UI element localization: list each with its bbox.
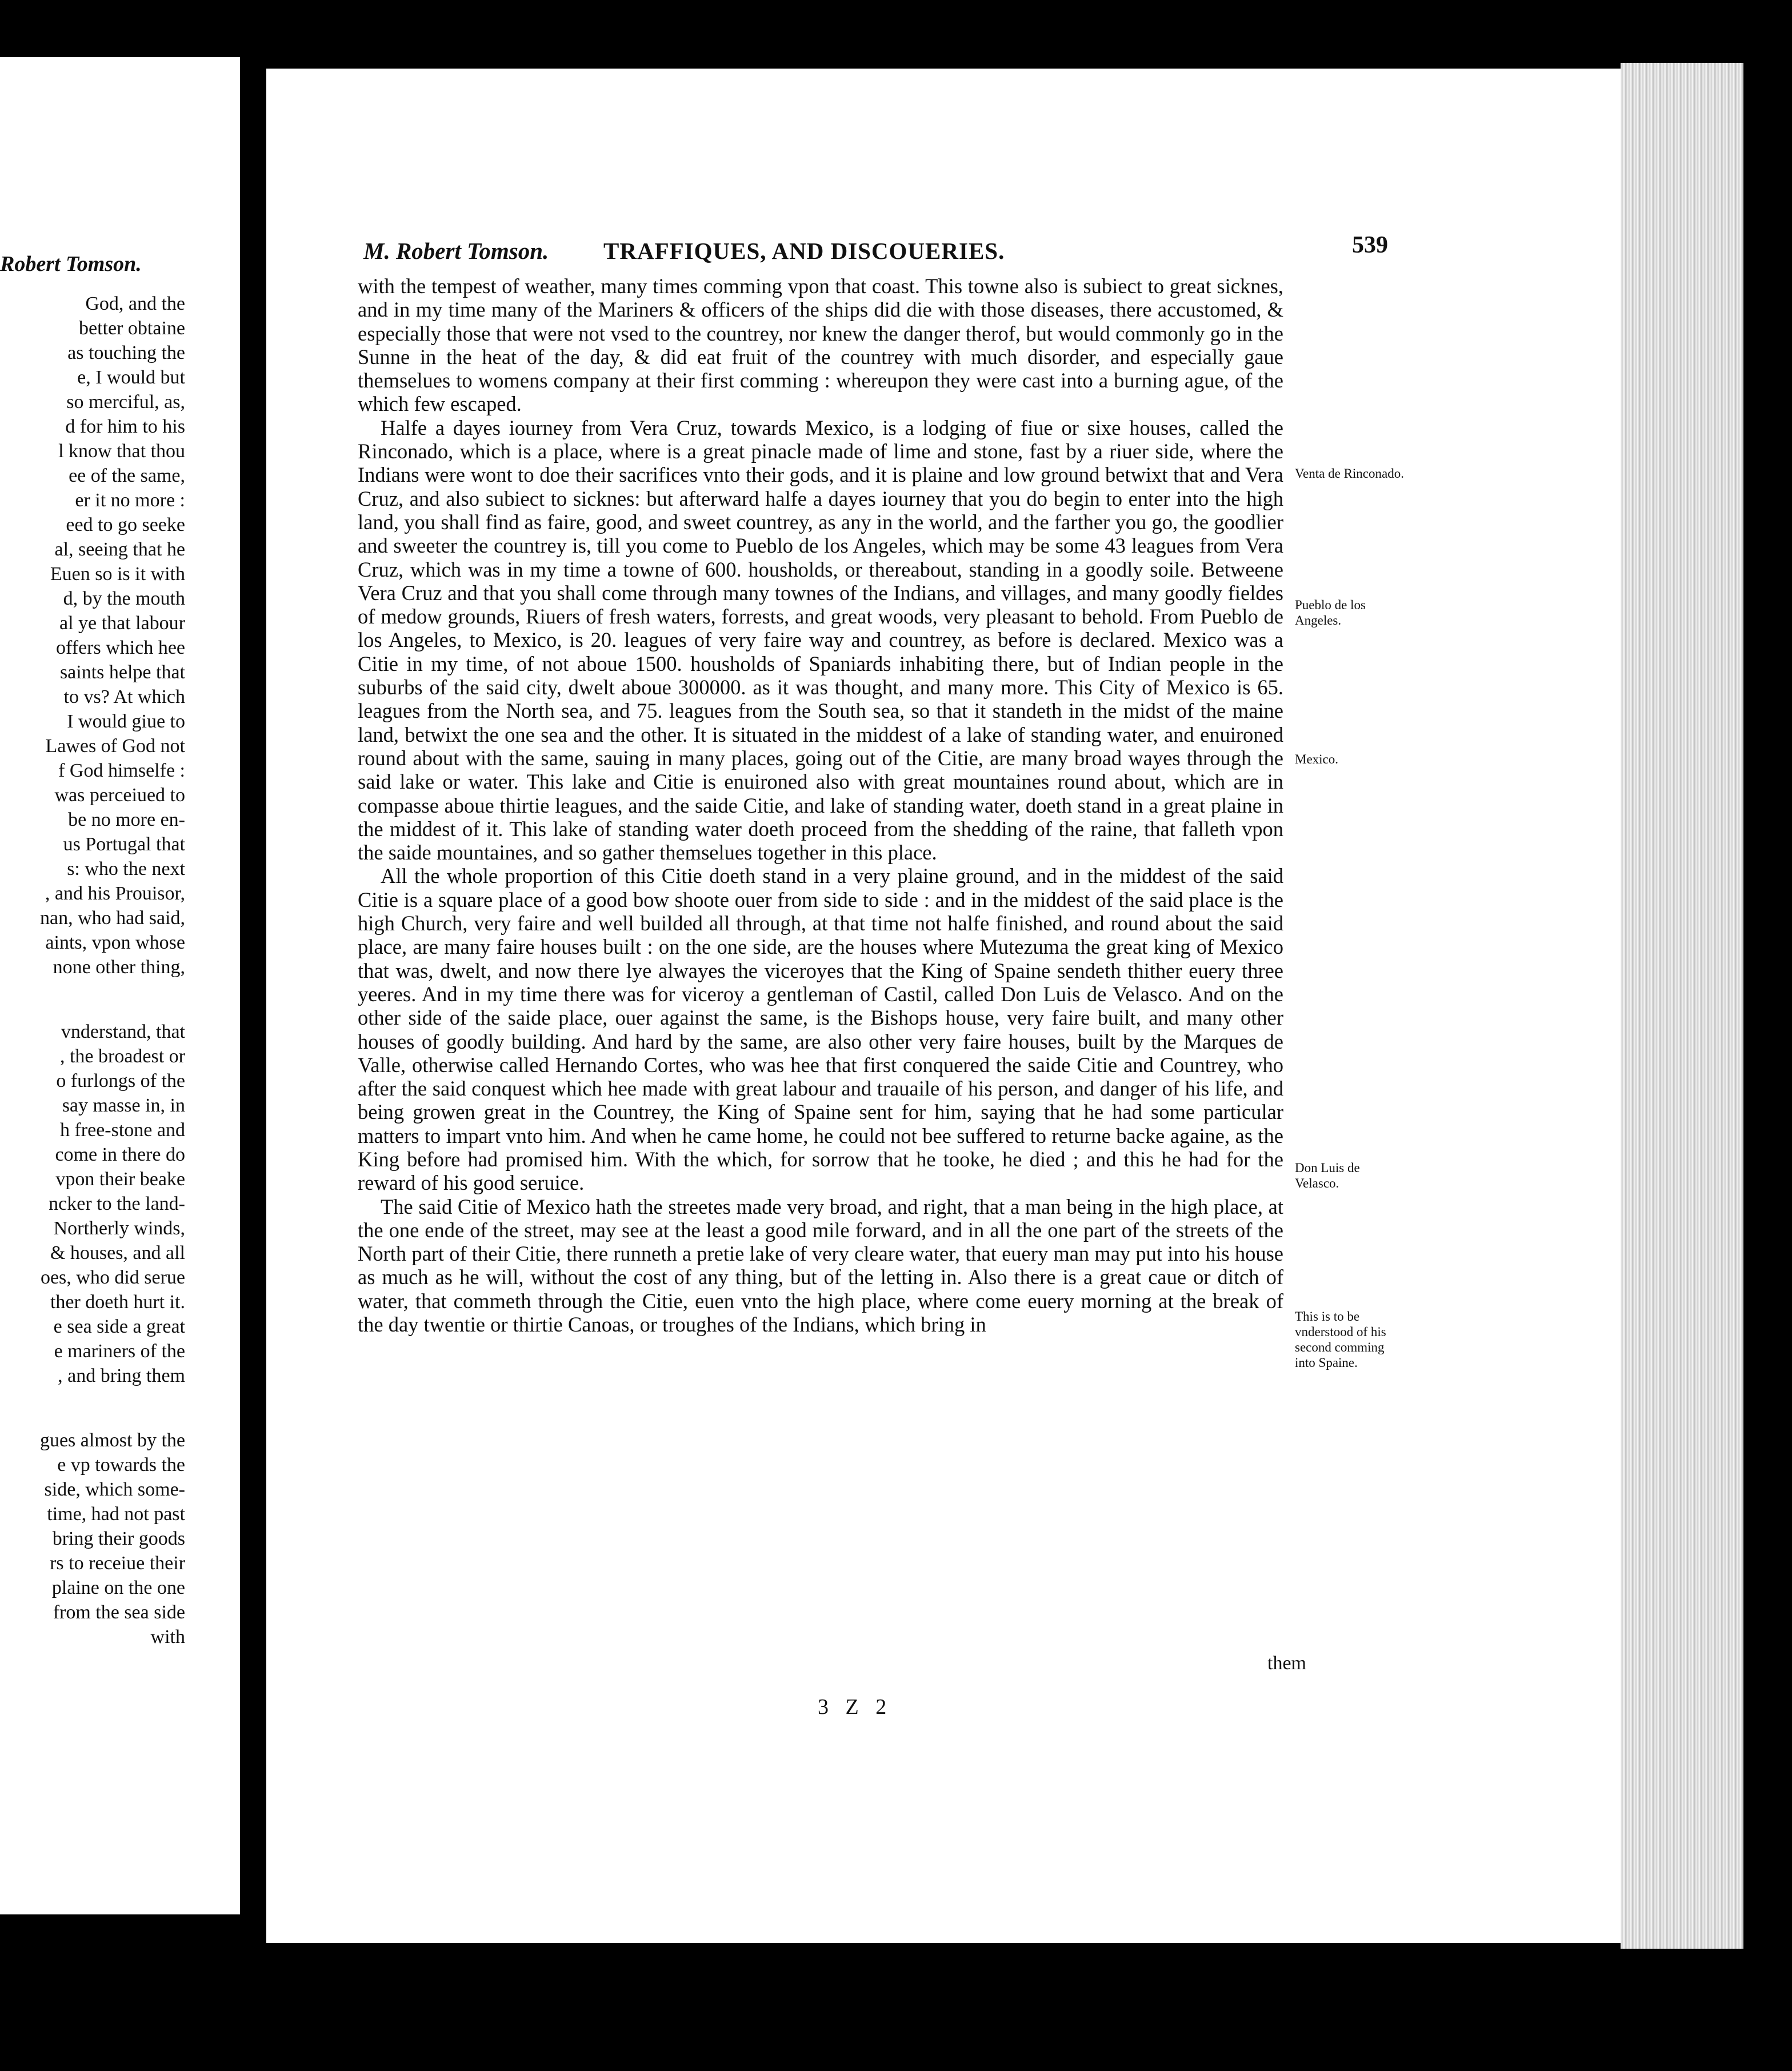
facing-line: I would giue to: [67, 711, 185, 732]
facing-line: Lawes of God not: [45, 735, 185, 757]
facing-line: was perceiued to: [54, 785, 185, 806]
sidenote-venta-de-rinconado: Venta de Rinconado.: [1295, 466, 1404, 481]
sidenote-mexico: Mexico.: [1295, 752, 1339, 766]
facing-page-text: [40, 291, 185, 1649]
facing-line: ther doeth hurt it.: [50, 1292, 185, 1313]
facing-line: e vp towards the: [57, 1454, 185, 1476]
facing-line: nan, who had said,: [39, 907, 185, 929]
facing-line: e sea side a great: [53, 1316, 185, 1337]
sidenote-pueblo-de-los-angeles: Pueblo de los Angeles.: [1295, 598, 1366, 627]
facing-line: as touching the: [67, 342, 185, 363]
paragraph: with the tempest of weather, many times comming vpon that coast. This towne also is subiect to great sicknes, and in my time many of the Mariners & officers of the ships did die with those diseases, there accustomed, & especially those that were not vsed to the countrey, nor knew the danger therof, but would commonly go in the Sunne in the heat of the day, & did eat fruit of the countrey with much disorder, and especially gaue themselues to womens company at their first comming : whereupon they were cast into a burning ague, of the which few escaped.: [358, 274, 1283, 416]
facing-line: none other thing,: [53, 957, 185, 978]
facing-line: & houses, and all: [50, 1242, 185, 1264]
facing-line: better obtaine: [79, 318, 185, 339]
facing-line: h free-stone and: [59, 1120, 185, 1141]
signature-mark: 3 Z 2: [818, 1695, 893, 1719]
facing-line: say masse in, in: [62, 1095, 185, 1116]
facing-line: e mariners of the: [54, 1341, 185, 1362]
running-head-author: M. Robert Tomson.: [363, 238, 549, 264]
facing-line: time, had not past: [47, 1504, 185, 1525]
facing-line: al, seeing that he: [54, 539, 185, 560]
facing-line: from the sea side: [53, 1602, 185, 1623]
facing-line: so merciful, as,: [66, 391, 185, 413]
facing-line: , and bring them: [58, 1365, 185, 1386]
facing-line: oes, who did serue: [40, 1267, 185, 1288]
catchword: them: [1267, 1653, 1306, 1674]
paragraph: Halfe a dayes iourney from Vera Cruz, towards Mexico, is a lodging of fiue or sixe houses, called the Rinconado, which is a place, where is a great pinacle made of lime and stone, fast by a riuer side, where the Indians were wont to doe their sacrifices vnto their gods, and it is plaine and low ground betwixt that and Vera Cruz, and also subiect to sicknes: but afterward halfe a dayes iourney that you do begin to enter into the high land, you shall find as faire, good, and sweet countrey, as any in the world, and the farther you go, the goodlier and sweeter the countrey is, till you come to Pueblo de los Angeles, which may be some 43 leagues from Vera Cruz, which was in my time a towne of 600. housholds, or thereabout, standing in a goodly soile. Betweene Vera Cruz and that you shall come through many townes of the Indians, and villages, and many goodly fieldes of medow grounds, Riuers of fresh waters, forrests, and great woods, very pleasant to behold. From Pueblo de los Angeles, to Mexico, is 20. leagues of very faire way and countrey, as before is declared. Mexico was a Citie in my time, of not aboue 1500. housholds of Spaniards inhabiting there, but of Indian people in the suburbs of the said city, dwelt aboue 300000. as it was thought, and many more. This City of Mexico is 65. leagues from the North sea, and 75. leagues from the South sea, so that it standeth in the midst of the maine land, betwixt the one sea and the other. It is situated in the middest of a lake of standing water, and enuironed round about with the same, sauing in many places, going out of the Citie, are many broad wayes through the said lake or water. This lake and Citie is enuironed also with great mountaines round about, which are in compasse aboue thirtie leagues, and the saide Citie, and lake of standing water, doeth stand in a great plaine in the middest of it. This lake of standing water doeth proceed from the shedding of the raine, that falleth vpon the saide mountaines, and so gather themselues together in this place.: [358, 415, 1283, 865]
facing-line: d, by the mouth: [63, 588, 185, 609]
facing-line: offers which hee: [56, 637, 185, 658]
facing-line: s: who the next: [67, 858, 185, 879]
facing-line: , the broadest or: [59, 1046, 185, 1067]
facing-line: side, which some-: [44, 1479, 185, 1500]
facing-line: with: [150, 1626, 185, 1648]
paragraph: All the whole proportion of this Citie doeth stand in a very plaine ground, and in the middest of the said Citie is a square place of a good bow shoote ouer from side to side : and in the middest of the said place is the high Church, very faire and well builded all through, at that time not halfe finished, and round about the said place, are many faire houses built : on the one side, are the houses where Mutezuma the great king of Mexico that was, dwelt, and now there lye alwayes the viceroyes that the King of Spaine sendeth thither euery three yeeres. And in my time there was for viceroy a gentleman of Castil, called Don Luis de Velasco. And on the other side of the saide place, ouer against the same, is the Bishops house, very faire built, and many other houses of goodly building. And hard by the same, are also other very faire houses, built by the Marques de Valle, otherwise called Hernando Cortes, who was hee that first conquered the saide Citie and Countrey, who after the said conquest which hee made with great labour and trauaile of his person, and danger of his life, and being growen great in the Countrey, the King of Spaine sent for him, saying that he had some particular matters to impart vnto him. And when he came home, he could not bee suffered to returne backe againe, as the King before had promised him. With the which, for sorrow that he tooke, he died ; and this he had for the reward of his good seruice.: [358, 864, 1283, 1195]
facing-line: plaine on the one: [51, 1577, 185, 1598]
facing-page-running-head: Robert Tomson.: [0, 252, 142, 276]
facing-line: er it no more :: [75, 490, 185, 511]
facing-line: rs to receiue their: [50, 1553, 185, 1574]
facing-line: God, and the: [85, 293, 185, 314]
facing-line: ncker to the land-: [49, 1193, 185, 1214]
facing-line: , and his Prouisor,: [45, 883, 185, 904]
facing-line: eed to go seeke: [66, 514, 185, 535]
facing-line: l know that thou: [58, 441, 185, 462]
running-head-title: TRAFFIQUES, AND DISCOUERIES.: [603, 238, 1005, 264]
facing-line: come in there do: [55, 1144, 185, 1165]
facing-line: e, I would but: [77, 367, 185, 388]
facing-line: to vs? At which: [63, 686, 185, 707]
facing-page: [0, 57, 240, 1914]
facing-line: us Portugal that: [63, 834, 185, 855]
facing-line: ee of the same,: [69, 465, 185, 486]
facing-line: aints, vpon whose: [45, 932, 185, 953]
facing-line: be no more en-: [68, 809, 185, 830]
facing-line: d for him to his: [65, 416, 185, 437]
facing-line: Northerly winds,: [53, 1218, 185, 1239]
facing-line: f God himselfe :: [58, 760, 185, 781]
facing-line: vnderstand, that: [61, 1021, 185, 1042]
facing-line: bring their goods: [52, 1528, 185, 1549]
sidenote-don-luis-de-velasco: Don Luis de Velasco.: [1295, 1161, 1360, 1190]
facing-line: Euen so is it with: [50, 563, 185, 585]
facing-line: al ye that labour: [59, 613, 185, 634]
facing-line: vpon their beake: [55, 1169, 185, 1190]
running-header: [266, 231, 1621, 271]
page-number: 539: [1352, 232, 1388, 258]
facing-line: o furlongs of the: [56, 1070, 185, 1092]
facing-line: gues almost by the: [39, 1430, 185, 1451]
book-page: [266, 69, 1621, 1943]
paragraph: The said Citie of Mexico hath the streetes made very broad, and right, that a man being in the high place, at the one ende of the street, may see at the least a good mile forward, and in all the one part of the streets of the North part of their Citie, there runneth a pretie lake of very cleare water, that euery man may put into his house as much as he will, without the cost of any thing, but of the letting in. Also there is a great caue or ditch of water, that commeth through the Citie, euen vnto the high place, where come euery morning at the break of the day twentie or thirtie Canoas, or troughes of the Indians, which bring in: [358, 1194, 1283, 1337]
page-edge: [1621, 63, 1743, 1949]
body-text: [358, 274, 1283, 1336]
sidenote-second-comming: This is to be vnderstood of his second comming into Spaine.: [1295, 1309, 1386, 1370]
facing-line: saints helpe that: [59, 662, 185, 683]
